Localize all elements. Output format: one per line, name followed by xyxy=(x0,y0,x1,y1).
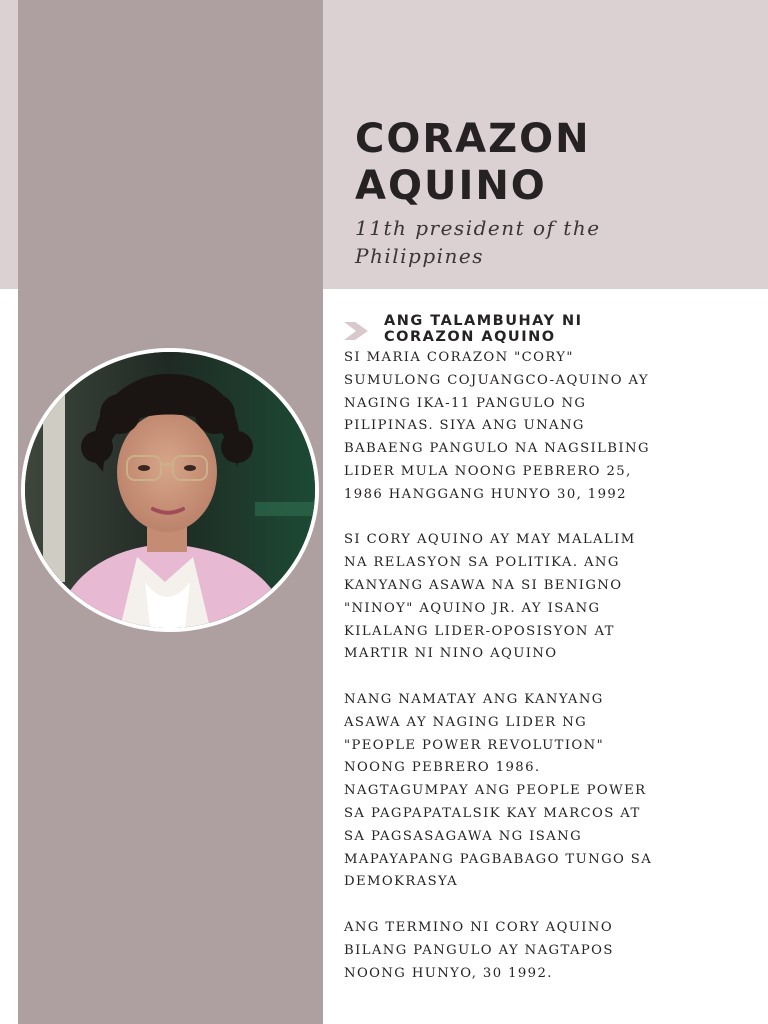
section-heading xyxy=(384,313,583,345)
text-line: NOONG PEBRERO 1986. xyxy=(344,760,541,776)
text-line: NANG NAMATAY ANG KANYANG xyxy=(344,691,604,707)
portrait-photo xyxy=(21,348,319,632)
text-line: ASAWA AY NAGING LIDER NG xyxy=(344,714,588,730)
text-line: DEMOKRASYA xyxy=(344,874,459,890)
paragraph-people-power xyxy=(344,689,684,894)
text-line: 1986 HANGGANG HUNYO 30, 1992 xyxy=(344,486,627,502)
page-title xyxy=(355,116,591,210)
text-line: NAGING IKA-11 PANGULO NG xyxy=(344,395,587,411)
paragraph-intro xyxy=(344,347,684,507)
text-line: PILIPINAS. SIYA ANG UNANG xyxy=(344,418,585,434)
text-line: BILANG PANGULO AY NAGTAPOS xyxy=(344,942,614,958)
text-line: KANYANG ASAWA NA SI BENIGNO xyxy=(344,577,623,593)
subtitle-line: Philippines xyxy=(355,244,485,268)
text-line: "NINOY" AQUINO JR. AY ISANG xyxy=(344,600,601,616)
text-line: NA RELASYON SA POLITIKA. ANG xyxy=(344,555,620,571)
title-line: CORAZON xyxy=(355,116,591,162)
text-line: SA PAGPAPATALSIK KAY MARCOS AT xyxy=(344,805,641,821)
section-heading-line: CORAZON AQUINO xyxy=(384,329,556,345)
biography-text xyxy=(344,347,684,1008)
text-line: BABAENG PANGULO NA NAGSILBING xyxy=(344,441,650,457)
text-line: KILALANG LIDER-OPOSISYON AT xyxy=(344,623,615,639)
portrait-illustration xyxy=(25,352,315,628)
text-line: MARTIR NI NINO AQUINO xyxy=(344,646,558,662)
text-line: "PEOPLE POWER REVOLUTION" xyxy=(344,737,605,753)
text-line: SA PAGSASAGAWA NG ISANG xyxy=(344,828,583,844)
text-line: SI CORY AQUINO AY MAY MALALIM xyxy=(344,532,636,548)
chevron-right-icon xyxy=(344,322,368,340)
section-heading-line: ANG TALAMBUHAY NI xyxy=(384,313,583,329)
text-line: NOONG HUNYO, 30 1992. xyxy=(344,965,553,981)
paragraph-term-end xyxy=(344,917,684,985)
page-subtitle xyxy=(355,214,675,270)
title-line: AQUINO xyxy=(355,163,547,209)
text-line: SUMULONG COJUANGCO-AQUINO AY xyxy=(344,372,650,388)
text-line: MAPAYAPANG PAGBABAGO TUNGO SA xyxy=(344,851,653,867)
subtitle-line: 11th president of the xyxy=(355,216,601,240)
text-line: ANG TERMINO NI CORY AQUINO xyxy=(344,919,614,935)
text-line: LIDER MULA NOONG PEBRERO 25, xyxy=(344,463,632,479)
text-line: NAGTAGUMPAY ANG PEOPLE POWER xyxy=(344,783,647,799)
text-line: SI MARIA CORAZON "CORY" xyxy=(344,350,574,365)
paragraph-politics xyxy=(344,529,684,666)
